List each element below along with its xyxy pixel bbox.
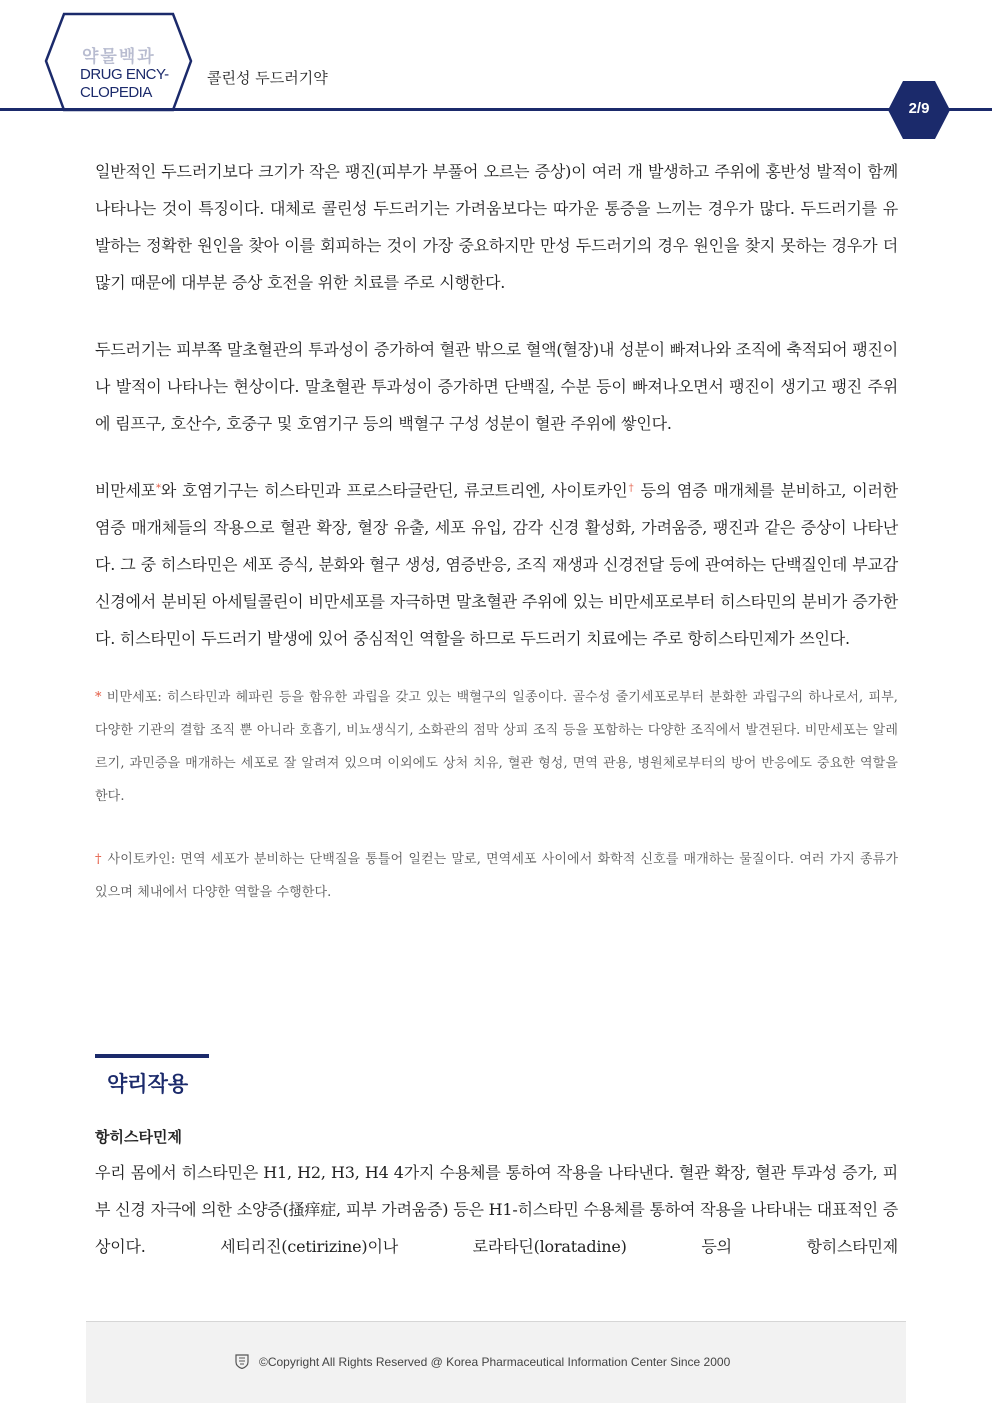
section-pharmacology	[95, 1054, 209, 1098]
main-content	[95, 153, 898, 909]
paragraph-2: 두드러기는 피부쪽 말초혈관의 투과성이 증가하여 혈관 밖으로 혈액(혈장)내 성분이 빠져나와 조직에 축적되어 팽진이나 발적이 나타나는 현상이다. 말초혈관 투과성이 증가하면 단백질, 수분 등이 빠져나오면서 팽진이 생기고 팽진 주위에 림프구, 호산수, 호중구 및 호염기구 등의 백혈구 구성 성분이 혈관 주위에 쌓인다.	[95, 340, 899, 433]
footnote-cytokine	[95, 843, 898, 909]
footnote-asterisk: *	[95, 690, 102, 705]
logo-en-line-2: CLOPEDIA	[80, 84, 152, 101]
document-title: 콜린성 두드러기약	[207, 69, 328, 87]
term-mast-cell: 비만세포	[95, 481, 157, 500]
section-title: 약리작용	[107, 1072, 189, 1096]
paragraph-3-part-b: 와 호염기구는 히스타민과 프로스타글란딘, 류코트리엔, 사이토카인	[160, 481, 628, 500]
section-content	[95, 1120, 898, 1265]
shield-crest-icon	[235, 1354, 249, 1369]
copyright-text: ©Copyright All Rights Reserved @ Korea Pharmaceutical Information Center Since 2000	[259, 1354, 731, 1369]
footnote-mark-dagger: †	[627, 483, 635, 494]
page-header	[0, 0, 992, 140]
section-paragraph-1: 우리 몸에서 히스타민은 H1, H2, H3, H4 4가지 수용체를 통하여 작용을 나타낸다. 혈관 확장, 혈관 투과성 증가, 피부 신경 자극에 의한 소양증(搔痒症, 피부 가려움증) 등은 H1-히스타민 수용체를 통하여 작용을 나타내는 대표적인 증상이다. 세티리진(cetirizine)이나 로라타딘(loratadine) 등의 항히스타민제	[95, 1163, 898, 1256]
footnote-dagger: †	[95, 852, 103, 867]
subheading-antihistamine: 항히스타민제	[95, 1128, 182, 1146]
page-number: 2/9	[908, 100, 930, 117]
paragraph-3	[95, 472, 898, 657]
section-bar	[95, 1054, 209, 1058]
footnote-mark-asterisk: *	[156, 483, 161, 494]
logo-korean-text: 약물백과	[82, 47, 156, 67]
logo-english-text	[80, 66, 190, 102]
footer-copyright	[235, 1354, 730, 1369]
paragraph-1: 일반적인 두드러기보다 크기가 작은 팽진(피부가 부풀어 오르는 증상)이 여러 개 발생하고 주위에 홍반성 발적이 함께 나타나는 것이 특징이다. 대체로 콜린성 두드러기는 가려움보다는 따가운 통증을 느끼는 경우가 많다. 두드러기를 유발하는 정확한 원인을 찾아 이를 회피하는 것이 가장 중요하지만 만성 두드러기의 경우 원인을 찾지 못하는 경우가 더 많기 때문에 대부분 증상 호전을 위한 치료를 주로 시행한다.	[95, 162, 898, 292]
logo-en-line-1: DRUG ENCY-	[80, 66, 169, 83]
footnote-mast-cell-text: 비만세포: 히스타민과 헤파린 등을 함유한 과립을 갖고 있는 백혈구의 일종이다. 골수성 줄기세포로부터 분화한 과립구의 하나로서, 피부, 다양한 기관의 결합 조직 뿐 아니라 호흡기, 비뇨생식기, 소화관의 점막 상피 조직 등을 포함하는 다양한 조직에서 발견된다. 비만세포는 알레르기, 과민증을 매개하는 세포로 잘 알려져 있으며 이외에도 상처 치유, 혈관 형성, 면역 관용, 병원체로부터의 방어 반응에도 중요한 역할을 한다.	[95, 690, 898, 804]
header-divider	[0, 108, 992, 111]
footnote-cytokine-text: 사이토카인: 면역 세포가 분비하는 단백질을 통틀어 일컫는 말로, 면역세포 사이에서 화학적 신호를 매개하는 물질이다. 여러 가지 종류가 있으며 체내에서 다양한 역할을 수행한다.	[95, 852, 898, 900]
paragraph-3-part-c: 등의 염증 매개체를 분비하고, 이러한 염증 매개체들의 작용으로 혈관 확장, 혈장 유출, 세포 유입, 감각 신경 활성화, 가려움증, 팽진과 같은 증상이 나타난다. 그 중 히스타민은 세포 증식, 분화와 혈구 생성, 염증반응, 조직 재생과 신경전달 등에 관여하는 단백질인데 부교감신경에서 분비된 아세틸콜린이 비만세포를 자극하면 말초혈관 주위에 있는 비만세포로부터 히스타민의 분비가 증가한다. 히스타민이 두드러기 발생에 있어 중심적인 역할을 하므로 두드러기 치료에는 주로 항히스타민제가 쓰인다.	[95, 481, 898, 648]
footnote-mast-cell	[95, 681, 898, 813]
page-footer	[86, 1321, 906, 1403]
